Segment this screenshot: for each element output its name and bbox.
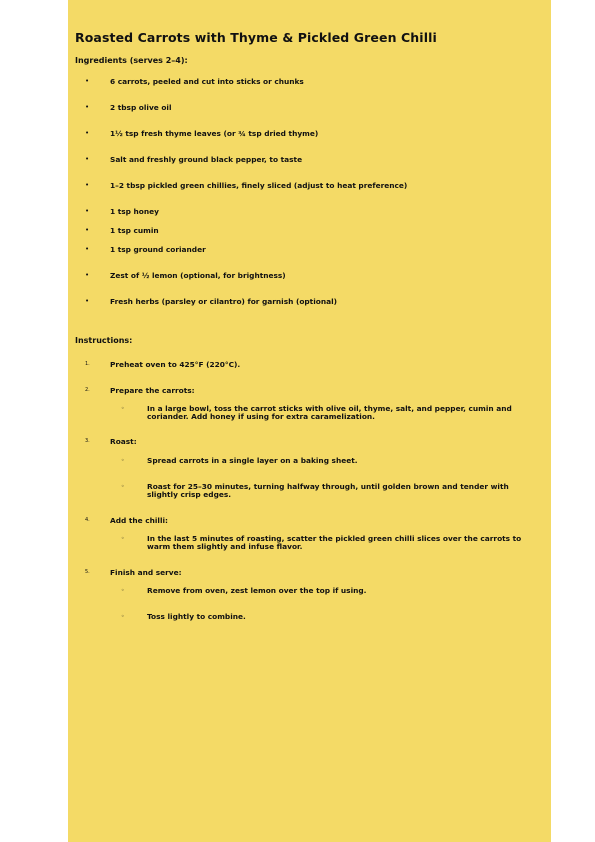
bullet-icon: • xyxy=(85,226,90,234)
step-number: 3. xyxy=(85,438,90,444)
step-label: Preheat oven to 425°F (220°C). xyxy=(110,360,241,369)
step-label: Finish and serve: xyxy=(110,568,182,577)
bullet-icon: • xyxy=(85,77,90,85)
bullet-icon: • xyxy=(85,207,90,215)
ingredient-text: 1½ tsp fresh thyme leaves (or ¾ tsp dried thyme) xyxy=(110,129,319,138)
bullet-icon: • xyxy=(85,155,90,163)
sub-step-text: In a large bowl, toss the carrot sticks with olive oil, thyme, salt, and pepper, cumin and coriander. Add honey if using for extra caramelization. xyxy=(147,404,512,421)
step-label: Prepare the carrots: xyxy=(110,386,195,395)
bullet-icon: • xyxy=(85,129,90,137)
step-number: 5. xyxy=(85,569,90,575)
step-label: Add the chilli: xyxy=(110,516,168,525)
bullet-icon: • xyxy=(85,271,90,279)
hollow-bullet-icon: ◦ xyxy=(121,613,125,620)
instructions-heading: Instructions: xyxy=(75,336,133,345)
sub-step-text: In the last 5 minutes of roasting, scatter the pickled green chilli slices over the carrots to warm them slightly and infuse flavor. xyxy=(147,534,522,551)
recipe-title: Roasted Carrots with Thyme & Pickled Green Chilli xyxy=(75,30,437,45)
sub-step-text: Toss lightly to combine. xyxy=(147,612,246,621)
step-label: Roast: xyxy=(110,437,137,446)
step-number: 1. xyxy=(85,361,90,367)
ingredients-heading: Ingredients (serves 2–4): xyxy=(75,56,188,65)
sub-step-text: Spread carrots in a single layer on a baking sheet. xyxy=(147,456,358,465)
hollow-bullet-icon: ◦ xyxy=(121,405,125,412)
ingredient-text: 1–2 tbsp pickled green chillies, finely sliced (adjust to heat preference) xyxy=(110,181,408,190)
sub-step-text: Roast for 25–30 minutes, turning halfway through, until golden brown and tender with slightly crisp edges. xyxy=(147,482,509,499)
step-number: 2. xyxy=(85,387,90,393)
bullet-icon: • xyxy=(85,103,90,111)
hollow-bullet-icon: ◦ xyxy=(121,587,125,594)
ingredient-text: Fresh herbs (parsley or cilantro) for garnish (optional) xyxy=(110,297,337,306)
ingredient-text: 1 tsp honey xyxy=(110,207,159,216)
sub-step-text: Remove from oven, zest lemon over the top if using. xyxy=(147,586,367,595)
ingredient-text: 6 carrots, peeled and cut into sticks or chunks xyxy=(110,77,304,86)
step-number: 4. xyxy=(85,517,90,523)
ingredient-text: 2 tbsp olive oil xyxy=(110,103,172,112)
ingredient-text: Salt and freshly ground black pepper, to taste xyxy=(110,155,303,164)
ingredient-text: 1 tsp ground coriander xyxy=(110,245,206,254)
bullet-icon: • xyxy=(85,297,90,305)
ingredient-text: Zest of ½ lemon (optional, for brightness) xyxy=(110,271,286,280)
bullet-icon: • xyxy=(85,245,90,253)
recipe-page xyxy=(68,0,551,842)
hollow-bullet-icon: ◦ xyxy=(121,483,125,490)
ingredient-text: 1 tsp cumin xyxy=(110,226,159,235)
bullet-icon: • xyxy=(85,181,90,189)
hollow-bullet-icon: ◦ xyxy=(121,457,125,464)
hollow-bullet-icon: ◦ xyxy=(121,535,125,542)
